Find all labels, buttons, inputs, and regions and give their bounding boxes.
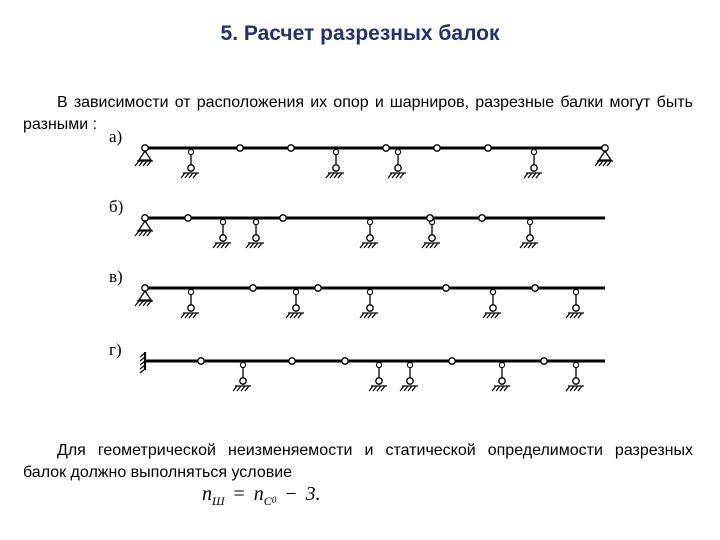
ground-hatch — [595, 161, 613, 166]
hinge — [443, 285, 449, 291]
hinge — [383, 145, 389, 151]
rod-hinge — [531, 165, 537, 171]
formula-rhs-subsubscript: 0 — [271, 495, 277, 505]
beam-hinge-top — [395, 149, 400, 154]
condition-paragraph: Для геометрической неизменяемости и статической определимости разрезных балок должно выполняться условие — [23, 442, 693, 481]
page-title: 5. Расчет разрезных балок — [220, 22, 500, 45]
hinge — [198, 358, 204, 364]
beam-hinge-top — [220, 219, 225, 224]
formula-rhs-subscript: C — [263, 494, 272, 508]
ground-hatch — [360, 313, 378, 318]
rod-hinge — [333, 165, 339, 171]
hinge — [250, 285, 256, 291]
ground-hatch — [181, 313, 199, 318]
ground-hatch — [246, 243, 264, 248]
beam-hinge-top — [333, 149, 338, 154]
rod-hinge — [573, 378, 579, 384]
formula-constant: 3. — [305, 483, 321, 505]
hinge — [541, 358, 547, 364]
formula-equals: = — [233, 483, 245, 505]
ground-hatch — [400, 386, 418, 391]
rod-hinge — [220, 235, 226, 241]
ground-hatch — [422, 243, 440, 248]
formula — [202, 483, 321, 509]
rod-hinge — [395, 165, 401, 171]
rod-hinge — [293, 305, 299, 311]
rod-hinge — [573, 305, 579, 311]
hinge — [479, 215, 485, 221]
beam-hinge-top — [293, 289, 298, 294]
beam-hinge-top — [531, 149, 536, 154]
ground-hatch — [520, 243, 538, 248]
pin-support — [139, 291, 151, 300]
rod-hinge — [376, 378, 382, 384]
formula-rhs: n — [253, 483, 264, 505]
ground-hatch — [388, 173, 406, 178]
beam-hinge-top — [573, 362, 578, 367]
hinge — [289, 358, 295, 364]
beam-hinge-top — [407, 362, 412, 367]
hinge — [485, 145, 491, 151]
beam-hinge-top — [573, 289, 578, 294]
beam-label: б) — [109, 197, 124, 216]
beam-hinge-top — [253, 219, 258, 224]
beam-hinge-top — [367, 219, 372, 224]
rod-hinge — [188, 165, 194, 171]
hinge — [342, 358, 348, 364]
hinge — [185, 215, 191, 221]
beam-hinge-top — [376, 362, 381, 367]
beam-hinge-top — [499, 362, 504, 367]
formula-lhs-subscript: Ш — [212, 494, 225, 508]
hinge — [532, 285, 538, 291]
hinge — [449, 358, 455, 364]
hinge — [237, 145, 243, 151]
rod-hinge — [367, 305, 373, 311]
beam-hinge-top — [240, 362, 245, 367]
wall-hatch — [140, 369, 145, 373]
formula-lhs: n — [202, 483, 212, 505]
ground-hatch — [524, 173, 542, 178]
ground-hatch — [326, 173, 344, 178]
pin-support — [139, 221, 151, 230]
rod-hinge — [499, 378, 505, 384]
hinge — [427, 215, 433, 221]
beam-hinge-top — [367, 289, 372, 294]
intro-paragraph: В зависимости от расположения их опор и шарниров, разрезные балки могут быть разными : — [23, 94, 693, 133]
beam-hinge-top — [527, 219, 532, 224]
ground-hatch — [135, 301, 153, 306]
beam-label: а) — [109, 127, 123, 146]
rod-hinge — [253, 235, 259, 241]
hinge — [288, 145, 294, 151]
beam-label: г) — [109, 340, 122, 359]
ground-hatch — [360, 243, 378, 248]
rod-hinge — [527, 235, 533, 241]
beam-label: в) — [109, 267, 123, 286]
ground-hatch — [566, 313, 584, 318]
formula-minus: − — [285, 483, 297, 505]
ground-hatch — [233, 386, 251, 391]
pin-support — [599, 151, 611, 160]
beam-hinge-top — [188, 149, 193, 154]
pin-support — [139, 151, 151, 160]
ground-hatch — [181, 173, 199, 178]
hinge — [315, 285, 321, 291]
rod-hinge — [188, 305, 194, 311]
rod-hinge — [407, 378, 413, 384]
rod-hinge — [429, 235, 435, 241]
ground-hatch — [483, 313, 501, 318]
ground-hatch — [492, 386, 510, 391]
ground-hatch — [135, 231, 153, 236]
ground-hatch — [566, 386, 584, 391]
ground-hatch — [286, 313, 304, 318]
hinge — [434, 145, 440, 151]
ground-hatch — [213, 243, 231, 248]
beam-hinge-top — [188, 289, 193, 294]
ground-hatch — [135, 161, 153, 166]
rod-hinge — [240, 378, 246, 384]
ground-hatch — [369, 386, 387, 391]
hinge — [280, 215, 286, 221]
rod-hinge — [490, 305, 496, 311]
rod-hinge — [367, 235, 373, 241]
beam-hinge-top — [490, 289, 495, 294]
